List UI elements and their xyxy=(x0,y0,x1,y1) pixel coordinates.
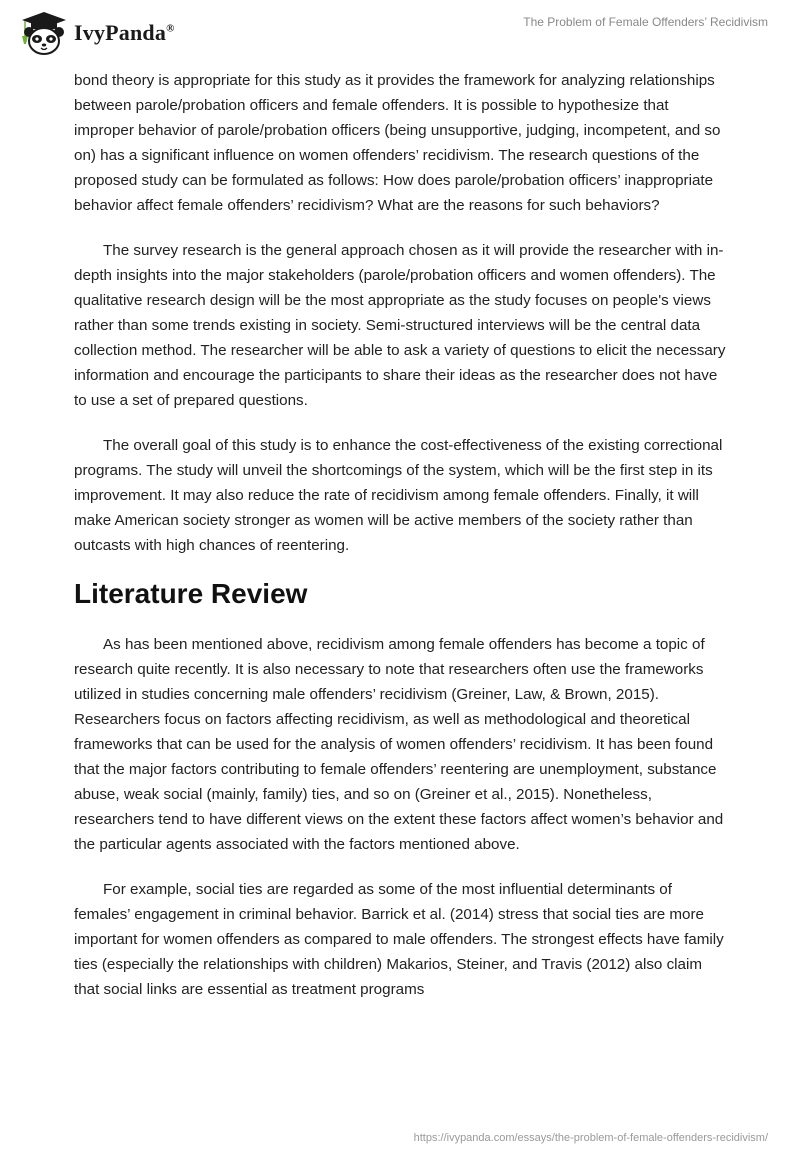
source-url[interactable]: https://ivypanda.com/essays/the-problem-of-female-offenders-recidivism/ xyxy=(413,1132,768,1144)
body-paragraph: As has been mentioned above, recidivism among female offenders has become a topic of research quite recently. It is also necessary to note that researchers often use the frameworks utilized in studies concerning male offenders’ recidivism (Greiner, Law, & Brown, 2015). Researchers focus on factors affecting recidivism, as well as methodological and theoretical frameworks that can be used for the analysis of women offenders’ recidivism. It has been found that the major factors contributing to female offenders’ reentering are unemployment, substance abuse, weak social (mainly, family) ties, and so on (Greiner et al., 2015). Nonetheless, researchers tend to have different views on the extent these factors affect women’s behavior and the particular agents associated with the factors mentioned above. xyxy=(74,636,724,853)
panda-graduate-icon xyxy=(16,10,68,56)
page-header xyxy=(0,0,800,62)
brand-logo[interactable] xyxy=(16,10,175,56)
brand-name: IvyPanda® xyxy=(74,20,175,45)
body-paragraph: The survey research is the general approach chosen as it will provide the researcher with in-depth insights into the major stakeholders (parole/probation officers and women offenders). The qualitative research design will be the most appropriate as the study focuses on people's views rather than some trends existing in society. Semi-structured interviews will be the central data collection method. The researcher will be able to ask a variety of questions to elicit the necessary information and encourage the participants to share their ideas as the researcher does not have to use a set of prepared questions. xyxy=(74,242,726,409)
body-paragraph: The overall goal of this study is to enhance the cost-effectiveness of the existing correctional programs. The study will unveil the shortcomings of the system, which will be the first step in its improvement. It may also reduce the rate of recidivism among female offenders. Finally, it will make American society stronger as women will be active members of the society rather than outcasts with high chances of reentering. xyxy=(74,437,723,554)
body-paragraph: bond theory is appropriate for this study as it provides the framework for analyzing relationships between parole/probation officers and female offenders. It is possible to hypothesize that improper behavior of parole/probation officers (being unsupportive, judging, incompetent, and so on) has a significant influence on women offenders’ recidivism. The research questions of the proposed study can be formulated as follows: How does parole/probation officers’ inappropriate behavior affect female offenders’ recidivism? What are the reasons for such behaviors? xyxy=(74,72,721,214)
document-body xyxy=(74,68,730,1022)
section-heading: Literature Review xyxy=(74,578,308,609)
body-paragraph: For example, social ties are regarded as some of the most influential determinants of females’ engagement in criminal behavior. Barrick et al. (2014) stress that social ties are more important for women offenders as compared to male offenders. The strongest effects have family ties (especially the relationships with children) Makarios, Steiner, and Travis (2012) also claim that social links are essential as treatment programs xyxy=(74,881,724,998)
document-title: The Problem of Female Offenders’ Recidivism xyxy=(523,15,768,29)
